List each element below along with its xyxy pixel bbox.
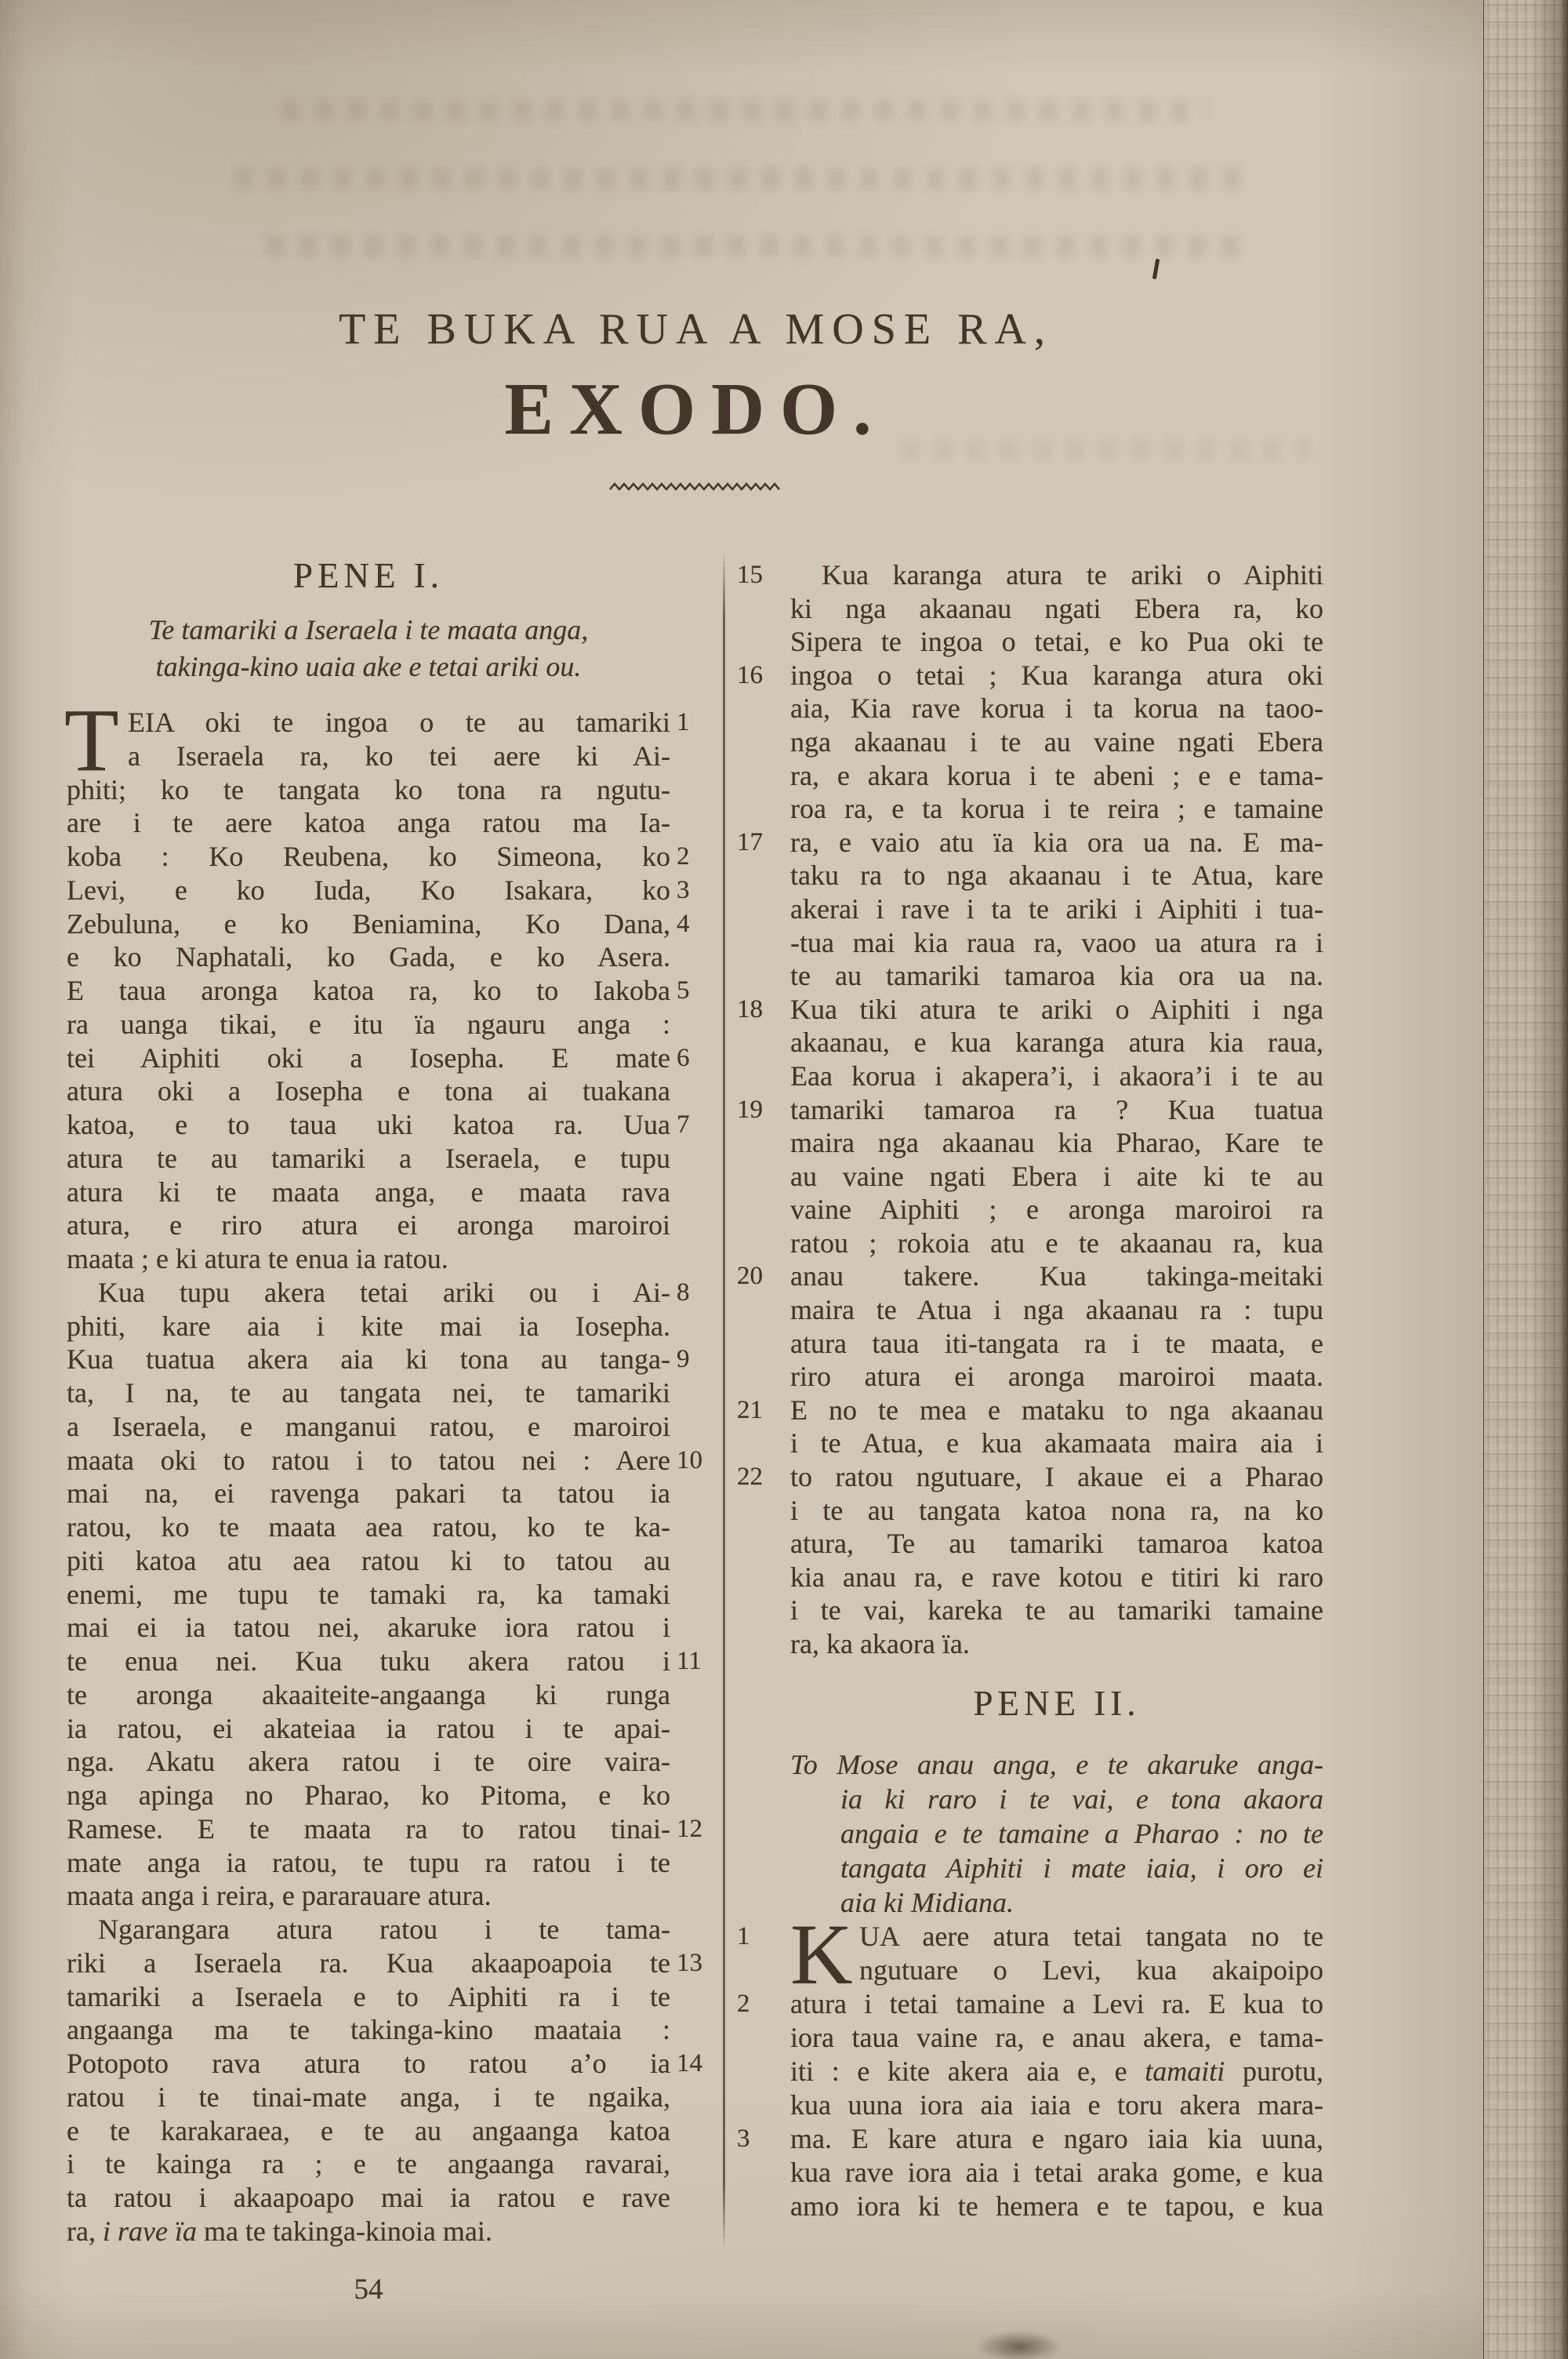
verse-number: 3	[677, 875, 690, 904]
line-text: te au tamariki tamaroa kia ora ua na.	[790, 960, 1323, 992]
text-line	[790, 1293, 1323, 1327]
text-line	[67, 1008, 670, 1041]
verse-number: 5	[677, 976, 690, 1005]
text-line	[790, 1327, 1323, 1361]
text-line	[790, 792, 1323, 826]
chapter-1-summary	[67, 612, 670, 685]
ghost-text-artifact	[235, 168, 1254, 190]
line-text: maira nga akaanau kia Pharao, Kare te	[790, 1127, 1323, 1159]
column-divider	[723, 551, 725, 2251]
line-text: takinga-kino uaia ake e tetai ariki ou.	[155, 651, 582, 682]
drop-cap: T	[64, 690, 119, 790]
text-line	[790, 1561, 1323, 1594]
text-line	[67, 1578, 670, 1612]
text-line	[790, 1227, 1323, 1260]
line-text: e ko Naphatali, ko Gada, e ko Asera.	[67, 941, 670, 973]
verse-number: 14	[677, 2049, 702, 2077]
drop-cap: K	[790, 1906, 853, 2002]
text-line	[67, 1846, 670, 1880]
line-text: te aronga akaaiteite-angaanga ki runga	[67, 1678, 670, 1710]
text-line	[790, 1782, 1323, 1816]
verse-number: 9	[677, 1345, 690, 1374]
line-text: akerai i rave i ta te ariki i Aiphiti i tua-	[790, 892, 1323, 925]
line-text: ia ki raro i te vai, e tona akaora	[840, 1783, 1323, 1815]
text-line	[67, 649, 670, 685]
line-text: Zebuluna, e ko Beniamina, Ko Dana,	[67, 907, 670, 940]
line-text: nga apinga no Pharao, ko Pitoma, e ko	[67, 1779, 670, 1811]
text-line	[790, 1594, 1323, 1627]
line-text: ra,	[67, 2215, 103, 2247]
right-text-column-part2	[737, 1906, 1323, 2223]
line-text: riki a Iseraela ra. Kua akaapoapoia te	[67, 1946, 670, 1979]
text-line	[737, 1394, 1323, 1427]
line-text: enemi, me tupu te tamaki ra, ka tamaki	[67, 1578, 670, 1610]
italic-phrase: i rave ïa	[102, 2215, 197, 2247]
verse-number: 1	[737, 1922, 750, 1950]
line-text: roa ra, e ta korua i te reira ; e tamaine	[790, 793, 1323, 825]
verse-number: 15	[737, 561, 763, 589]
line-text: maata anga i reira, e pararauare atura.	[67, 1880, 492, 1912]
line-text: vaine Aiphiti ; e aronga maroiroi ra	[790, 1194, 1323, 1226]
line-text: tei Aiphiti oki a Iosepha. E mate	[67, 1041, 670, 1074]
line-text: piti katoa atu aea ratou ki to tatou au	[67, 1544, 670, 1576]
text-line	[67, 740, 670, 773]
line-text: ratou i te tinai-mate anga, i te ngaika,	[67, 2081, 670, 2113]
text-line	[67, 1645, 702, 1678]
line-text: atura i tetai tamaine a Levi ra. E kua to	[790, 1988, 1323, 2019]
text-line	[737, 1460, 1323, 1494]
text-line	[67, 874, 690, 907]
line-text: -tua mai kia raua ra, vaoo ua atura ra i	[790, 926, 1323, 958]
chapter-heading-pene-1: PENE I.	[293, 556, 444, 595]
text-line	[737, 1093, 1323, 1127]
line-text: atura te au tamariki a Iseraela, e tupu	[67, 1142, 670, 1174]
line-text: ngutuare o Levi, kua akaipoipo	[859, 1954, 1323, 1986]
line-text: ki nga akaanau ngati Ebera ra, ko	[790, 592, 1323, 624]
left-text-column	[64, 690, 702, 2248]
line-text: iti : e kite akera aia e, e	[790, 2055, 1145, 2087]
line-text: Ramese. E te maata ra to ratou tinai-	[67, 1812, 670, 1845]
text-line	[790, 1360, 1323, 1394]
line-text: te enua nei. Kua tuku akera ratou i	[67, 1645, 670, 1677]
text-line	[790, 692, 1323, 725]
text-line	[737, 1987, 1323, 2021]
text-line	[737, 993, 1323, 1027]
italic-phrase: tamaiti	[1145, 2055, 1225, 2087]
line-text: atura, Te au tamariki tamaroa katoa	[790, 1528, 1323, 1560]
line-text: to ratou ngutuare, I akaue ei a Pharao	[790, 1461, 1323, 1493]
line-text: mai na, ei ravenga pakari ta tatou ia	[67, 1478, 670, 1510]
line-text: atura taua iti-tangata ra i te maata, e	[790, 1327, 1323, 1359]
verse-number: 4	[677, 909, 690, 938]
verse-number: 1	[677, 708, 690, 736]
line-text: anau takere. Kua takinga-meitaki	[790, 1260, 1323, 1292]
text-line	[790, 892, 1323, 926]
line-text: au vaine ngati Ebera i aite ki te au	[790, 1160, 1323, 1192]
text-line	[67, 1142, 670, 1176]
text-line	[67, 1276, 690, 1310]
line-text: ra, e akara korua i te abeni ; e e tama-	[790, 759, 1323, 791]
line-text: ra, ka akaora ïa.	[790, 1628, 970, 1659]
text-line	[67, 974, 690, 1008]
line-text: kia anau ra, e rave kotou e titiri ki raro	[790, 1561, 1323, 1593]
ink-fleck	[1152, 259, 1160, 279]
line-text: maira te Atua i nga akaanau ra : tupu	[790, 1294, 1323, 1326]
verse-number: 10	[677, 1445, 702, 1474]
right-text-column-part1	[737, 558, 1323, 1661]
text-line	[737, 826, 1323, 860]
text-line	[67, 1812, 702, 1846]
line-text: riro atura ei aronga maroiroi maata.	[790, 1361, 1323, 1393]
text-line	[67, 2181, 670, 2215]
line-text: Potopoto rava atura to ratou a’o ia	[67, 2048, 670, 2079]
text-line	[67, 1745, 670, 1779]
line-text: tamariki a Iseraela e to Aiphiti ra i te	[67, 1980, 670, 2012]
line-text: aia, Kia rave korua i ta korua na taoo-	[790, 692, 1323, 725]
text-line	[67, 1678, 670, 1712]
text-line	[67, 806, 670, 840]
line-text: are i te aere katoa anga ratou ma Ia-	[67, 807, 670, 839]
line-text: ma te takinga-kinoia mai.	[196, 2215, 492, 2247]
text-line	[790, 1816, 1323, 1851]
line-text: Eaa korua i akapera’i, i akaora’i i te au	[790, 1060, 1323, 1092]
line-text: maata oki to ratou i to tatou nei : Aere	[67, 1444, 670, 1476]
verse-number: 20	[737, 1262, 763, 1291]
text-line	[790, 1885, 1323, 1920]
line-text: Te tamariki a Iseraela i te maata anga,	[148, 614, 589, 645]
text-line	[67, 907, 690, 941]
text-line	[790, 1851, 1323, 1885]
text-line	[790, 2021, 1323, 2055]
text-line	[67, 612, 670, 649]
line-text: atura, e riro atura ei aronga maroiroi	[67, 1209, 670, 1241]
text-line	[790, 1060, 1323, 1093]
text-line	[67, 1176, 670, 1209]
text-line	[790, 592, 1323, 626]
text-line	[790, 1126, 1323, 1160]
verse-number: 11	[677, 1647, 702, 1675]
verse-number: 18	[737, 994, 763, 1023]
line-text: ingoa o tetai ; Kua karanga atura oki	[790, 659, 1323, 691]
line-text: ta ratou i akaapoapo mai ia ratou e rave	[67, 2182, 670, 2213]
verse-number: 22	[737, 1463, 763, 1492]
page-edge-texture	[1483, 0, 1568, 2359]
verse-number: 16	[737, 660, 763, 689]
line-text: iora taua vaine ra, e anau akera, e tama-	[790, 2022, 1323, 2053]
line-text: koba : Ko Reubena, ko Simeona, ko	[67, 841, 670, 872]
line-text: nga akaanau i te au vaine ngati Ebera	[790, 725, 1323, 758]
ghost-text-artifact	[267, 235, 1254, 257]
line-text: Kua tuatua akera aia ki tona au tanga-	[67, 1343, 670, 1376]
verse-number: 7	[677, 1110, 690, 1139]
ghost-text-artifact	[282, 100, 1207, 121]
line-text: i te au tangata katoa nona ra, na ko	[790, 1494, 1323, 1526]
text-line	[67, 1242, 670, 1276]
line-text: akaanau, e kua karanga atura kia raua,	[790, 1027, 1323, 1059]
line-text: phiti; ko te tangata ko tona ra ngutu-	[67, 773, 670, 805]
text-line	[790, 1193, 1323, 1227]
verse-number: 8	[677, 1278, 690, 1307]
verse-number: 6	[677, 1043, 690, 1072]
text-line	[790, 1160, 1323, 1194]
text-line	[67, 1712, 670, 1746]
chapter-heading-pene-2: PENE II.	[973, 1684, 1141, 1723]
line-text: ratou ; rokoia atu e te akaanau ra, kua	[790, 1227, 1323, 1259]
verse-number: 13	[677, 1948, 702, 1977]
line-text: a Iseraela ra, ko tei aere ki Ai-	[128, 740, 670, 772]
line-text: maata ; e ki atura te enua ia ratou.	[67, 1243, 448, 1274]
text-line	[67, 1946, 702, 1980]
text-line	[737, 659, 1323, 692]
text-line	[67, 2047, 702, 2081]
line-text: E no te mea e mataku to nga akaanau	[790, 1394, 1323, 1426]
line-text: Levi, e ko Iuda, Ko Isakara, ko	[67, 874, 670, 906]
line-text: Sipera te ingoa o tetai, e ko Pua oki te	[790, 626, 1323, 658]
text-line	[790, 1026, 1323, 1060]
line-text: a Iseraela, e manganui ratou, e maroiroi	[67, 1410, 670, 1442]
text-line	[790, 1747, 1323, 1782]
text-line	[67, 2114, 670, 2148]
text-line	[67, 1410, 670, 1444]
text-line	[67, 2215, 670, 2248]
verse-number: 19	[737, 1095, 763, 1124]
text-line	[67, 1980, 670, 2014]
verse-number: 21	[737, 1395, 763, 1424]
text-line	[67, 1343, 690, 1376]
text-line	[67, 1544, 670, 1578]
text-line	[67, 1376, 670, 1410]
text-line	[67, 1444, 702, 1478]
text-line	[790, 959, 1323, 993]
text-line	[67, 2081, 670, 2114]
line-text: tamariki tamaroa ra ? Kua tuatua	[790, 1093, 1323, 1125]
text-line	[790, 926, 1323, 960]
line-text: ia ratou, ei akateiaa ia ratou i te apai-	[67, 1712, 670, 1744]
text-line	[790, 1527, 1323, 1561]
line-text: Kua tiki atura te ariki o Aiphiti i nga	[790, 993, 1323, 1025]
text-line	[737, 558, 1323, 592]
line-text: Kua karanga atura te ariki o Aiphiti	[822, 559, 1323, 591]
text-line	[67, 1074, 670, 1108]
line-text: kua rave iora aia i tetai araka gome, e kua	[790, 2157, 1323, 2188]
line-text: amo iora ki te hemera e te tapou, e kua	[790, 2190, 1323, 2222]
line-text: phiti, kare aia i kite mai ia Iosepha.	[67, 1310, 670, 1342]
line-text: nga. Akatu akera ratou i te oire vaira-	[67, 1746, 670, 1778]
text-line	[67, 1611, 670, 1645]
text-line	[67, 2147, 670, 2181]
line-text: ta, I na, te au tangata nei, te tamariki	[67, 1377, 670, 1408]
text-line	[67, 840, 690, 874]
zigzag-rule-icon	[608, 480, 784, 493]
line-text: atura oki a Iosepha e tona ai tuakana	[67, 1075, 670, 1107]
text-line	[790, 2088, 1323, 2122]
shadow-blob	[976, 2331, 1062, 2359]
line-text: katoa, e to taua uki katoa ra. Uua	[67, 1109, 670, 1140]
line-text: Kua tupu akera tetai ariki ou i Ai-	[98, 1276, 670, 1308]
line-text: angaia e te tamaine a Pharao : no te	[840, 1818, 1323, 1849]
line-text: mai ei ia tatou nei, akaruke iora ratou i	[67, 1612, 670, 1644]
line-text: mate anga ia ratou, te tupu ra ratou i te	[67, 1846, 670, 1878]
line-text: UA aere atura tetai tangata no te	[859, 1921, 1323, 1952]
text-line	[790, 2156, 1323, 2190]
text-line	[67, 1879, 670, 1913]
text-line	[790, 2190, 1323, 2223]
line-text: To Mose anau anga, e te akaruke anga-	[790, 1749, 1323, 1780]
line-text: i te vai, kareka te au tamariki tamaine	[790, 1594, 1323, 1627]
text-line	[67, 1108, 690, 1142]
line-text: purotu,	[1225, 2055, 1323, 2087]
line-text: e te karakaraea, e te au angaanga katoa	[67, 2114, 670, 2146]
text-line	[790, 1627, 1323, 1661]
line-text: ma. E kare atura e ngaro iaia kia uuna,	[790, 2123, 1323, 2154]
verse-number: 2	[737, 1990, 750, 2018]
text-line	[790, 1427, 1323, 1460]
page-number: 54	[354, 2274, 383, 2306]
text-line	[790, 759, 1323, 793]
line-text: ratou, ko te maata aea ratou, ko te ka-	[67, 1511, 670, 1543]
line-text: i te Atua, e kua akamaata maira aia i	[790, 1427, 1323, 1459]
text-line	[67, 1913, 670, 1946]
verse-number: 17	[737, 827, 763, 856]
line-text: ra uanga tikai, e itu ïa ngauru anga :	[67, 1008, 670, 1040]
text-line	[737, 1259, 1323, 1293]
text-line	[67, 1510, 670, 1544]
text-line	[67, 1041, 690, 1075]
line-text: Ngarangara atura ratou i te tama-	[98, 1914, 670, 1945]
line-text: atura ki te maata anga, e maata rava	[67, 1176, 670, 1208]
line-text: aia ki Midiana.	[840, 1887, 1014, 1918]
text-line	[67, 940, 670, 974]
text-line	[67, 1477, 670, 1510]
ornamental-divider	[67, 480, 1325, 496]
verse-number: 2	[677, 842, 690, 871]
book-title: EXODO.	[504, 369, 887, 450]
line-text: angaanga ma te takinga-kino maataia :	[67, 2014, 670, 2046]
line-text: E taua aronga katoa ra, ko to Iakoba	[67, 975, 670, 1006]
text-line	[67, 706, 690, 740]
verse-number: 3	[737, 2125, 750, 2153]
text-line	[67, 2013, 670, 2047]
text-line	[67, 1779, 670, 1812]
text-line	[737, 2122, 1323, 2156]
text-line	[790, 859, 1323, 892]
text-line	[790, 1494, 1323, 1528]
verse-number: 12	[677, 1814, 702, 1843]
line-text: EIA oki te ingoa o te au tamariki	[128, 707, 670, 738]
text-line	[790, 625, 1323, 659]
text-line	[67, 1209, 670, 1242]
text-line	[737, 1920, 1323, 1954]
text-line	[67, 1310, 670, 1343]
text-line	[67, 773, 670, 807]
line-text: ra, e vaio atu ïa kia ora ua na. E ma-	[790, 826, 1323, 858]
text-line	[790, 2055, 1323, 2088]
line-text: kua uuna iora aia iaia e toru akera mara-	[790, 2089, 1323, 2121]
line-text: tangata Aiphiti i mate iaia, i oro ei	[840, 1852, 1323, 1884]
line-text: taku ra to nga akaanau i te Atua, kare	[790, 860, 1323, 892]
text-line	[790, 1954, 1323, 1987]
text-line	[790, 725, 1323, 759]
line-text: i te kainga ra ; e te angaanga ravarai,	[67, 2148, 670, 2180]
book-header-title: TE BUKA RUA A MOSE RA,	[339, 305, 1053, 354]
chapter-2-summary	[790, 1747, 1323, 1920]
